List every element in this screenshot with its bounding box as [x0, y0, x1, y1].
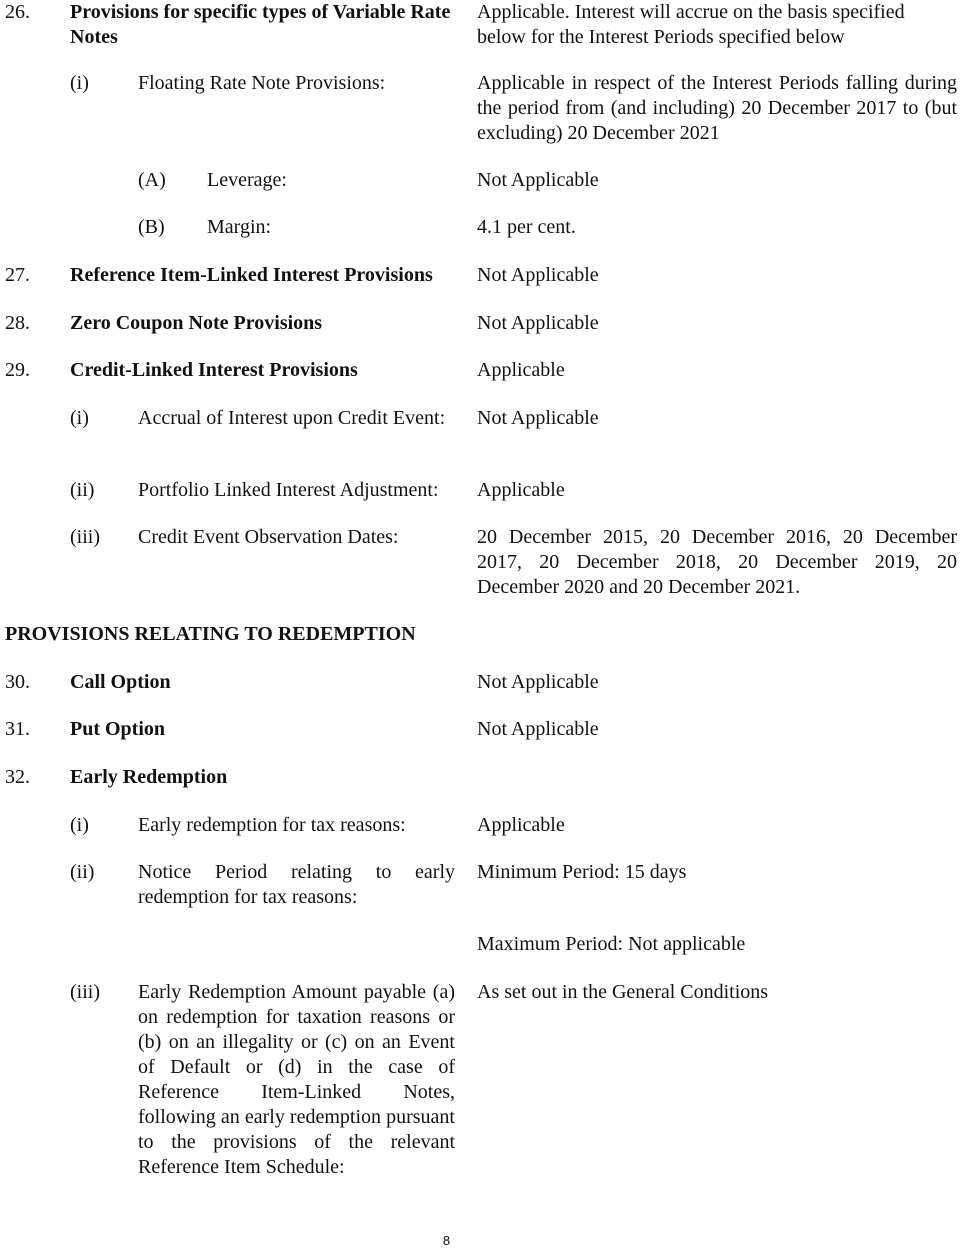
sub-item-32-ii	[0, 860, 960, 960]
sub-item-26-i	[0, 71, 960, 146]
sub-item-label: Accrual of Interest upon Credit Event:	[138, 407, 446, 429]
sub-item-label: Credit Event Observation Dates:	[138, 526, 399, 548]
sub-item-value: Not Applicable	[477, 169, 599, 191]
sub-item-value-secondary: Maximum Period: Not applicable	[477, 933, 746, 955]
page-number: 8	[442, 1233, 451, 1248]
sub-item-value: Applicable in respect of the Interest Periods falling during the period from (and including) 20 December 2017 to (but excluding) 20 December 2021	[477, 72, 957, 144]
sub-item-number: (ii)	[70, 479, 95, 501]
sub-item-number: (i)	[70, 72, 89, 94]
sub-item-label: Notice Period relating to early redemption for tax reasons:	[138, 861, 455, 908]
sub-item-label: Margin:	[207, 216, 272, 238]
sub-item-value: 4.1 per cent.	[477, 216, 576, 238]
sub-item-number: (B)	[138, 216, 165, 238]
item-title: Call Option	[70, 671, 171, 693]
sub-item-label: Leverage:	[207, 169, 287, 191]
item-value: Not Applicable	[477, 718, 599, 740]
item-number: 29.	[5, 359, 30, 381]
sub-item-29-ii	[0, 478, 960, 528]
item-26	[0, 0, 960, 50]
sub-item-value: Not Applicable	[477, 407, 599, 429]
item-value: Not Applicable	[477, 264, 599, 286]
item-value: Not Applicable	[477, 671, 599, 693]
sub-item-29-i	[0, 406, 960, 456]
item-title: Early Redemption	[70, 766, 228, 788]
item-29	[0, 358, 960, 408]
item-title: Reference Item-Linked Interest Provisions	[70, 264, 433, 286]
item-32	[0, 765, 960, 815]
item-value: Not Applicable	[477, 312, 599, 334]
sub-item-label: Early Redemption Amount payable (a) on redemption for taxation reasons or (b) on an illegality or (c) on an Event of Default or (d) in the case of Reference Item-Linked Notes, following an early redemption pursuant to the provisions of the relevant Reference Item Schedule:	[138, 981, 455, 1178]
sub-item-26-b	[0, 215, 960, 265]
sub-item-label: Early redemption for tax reasons:	[138, 814, 406, 836]
section-heading: PROVISIONS RELATING TO REDEMPTION	[5, 623, 416, 645]
item-27	[0, 263, 960, 313]
item-title: Provisions for specific types of Variable Rate Notes	[70, 1, 451, 48]
item-number: 26.	[5, 1, 30, 23]
item-28	[0, 311, 960, 361]
sub-item-32-iii	[0, 980, 960, 1180]
sub-item-number: (iii)	[70, 526, 100, 548]
item-30	[0, 670, 960, 720]
sub-item-value: Applicable	[477, 814, 565, 836]
sub-item-value: 20 December 2015, 20 December 2016, 20 December 2017, 20 December 2018, 20 December 2019, 20 December 2020 and 20 December 2021.	[477, 526, 957, 598]
item-number: 30.	[5, 671, 30, 693]
sub-item-value: Applicable	[477, 479, 565, 501]
sub-item-label: Floating Rate Note Provisions:	[138, 72, 386, 94]
item-number: 31.	[5, 718, 30, 740]
sub-item-number: (i)	[70, 407, 89, 429]
item-value: Applicable	[477, 359, 565, 381]
item-title: Zero Coupon Note Provisions	[70, 312, 323, 334]
sub-item-26-a	[0, 168, 960, 218]
item-number: 28.	[5, 312, 30, 334]
item-number: 27.	[5, 264, 30, 286]
item-value: Applicable. Interest will accrue on the basis specified below for the Interest Periods specified below	[477, 1, 905, 48]
sub-item-29-iii	[0, 525, 960, 600]
sub-item-number: (A)	[138, 169, 166, 191]
item-31	[0, 717, 960, 767]
sub-item-label: Portfolio Linked Interest Adjustment:	[138, 479, 439, 501]
item-title: Put Option	[70, 718, 166, 740]
sub-item-number: (iii)	[70, 981, 100, 1003]
item-title: Credit-Linked Interest Provisions	[70, 359, 358, 381]
sub-item-value: Minimum Period: 15 days	[477, 861, 687, 883]
sub-item-value: As set out in the General Conditions	[477, 981, 769, 1003]
sub-item-32-i	[0, 813, 960, 863]
sub-item-number: (i)	[70, 814, 89, 836]
item-number: 32.	[5, 766, 30, 788]
sub-item-number: (ii)	[70, 861, 95, 883]
